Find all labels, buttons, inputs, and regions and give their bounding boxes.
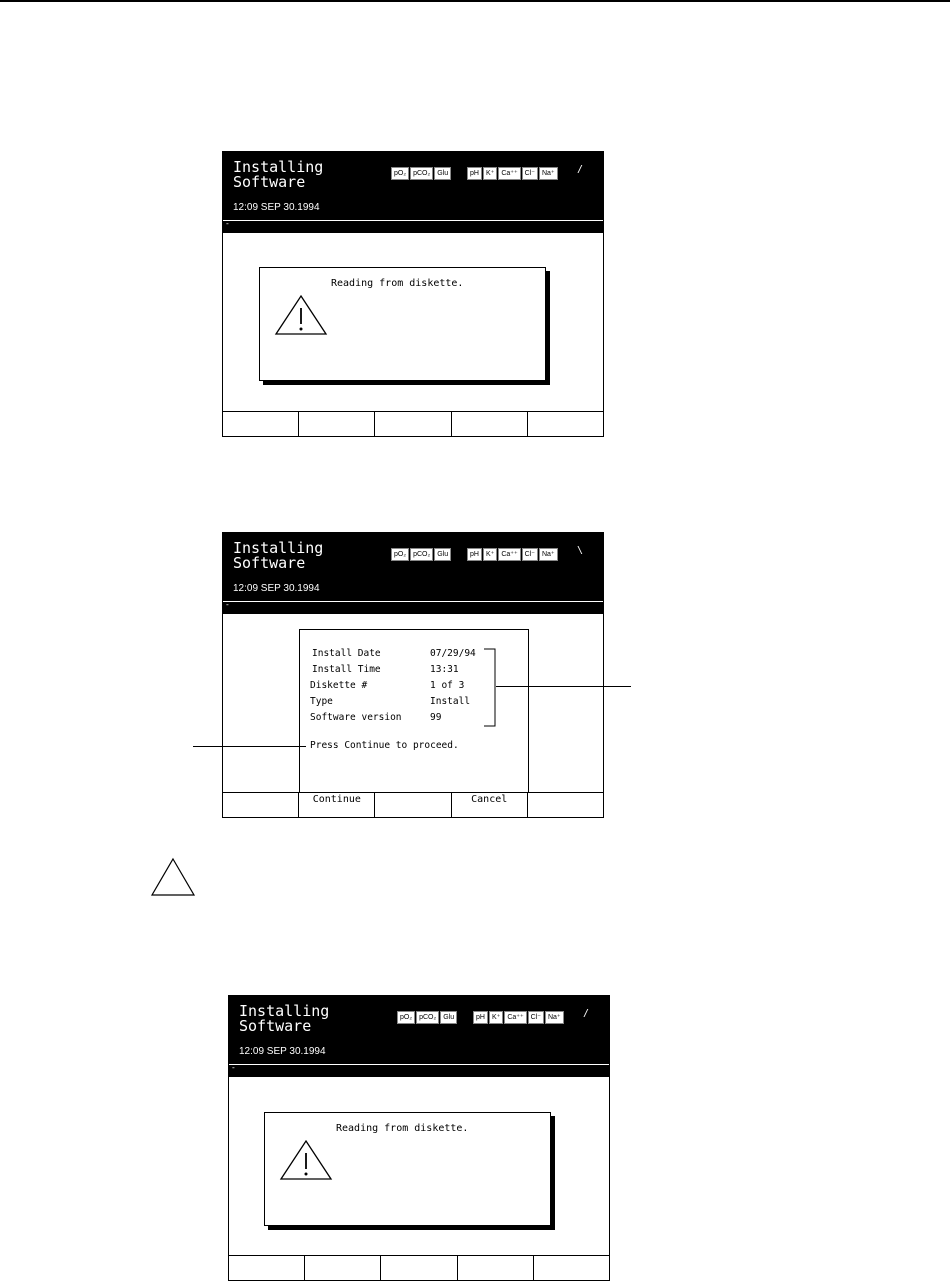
busy-spinner: \ (576, 545, 583, 556)
analyte-po2: pO₂ (391, 167, 409, 180)
softkey-bar (223, 411, 603, 436)
subbar-marker: - (225, 600, 230, 609)
info-label: Install Date (312, 648, 381, 659)
dialog-message: Reading from diskette. (331, 278, 464, 289)
info-label: Software version (310, 712, 402, 723)
screen-header (223, 152, 603, 220)
status-subbar (223, 601, 603, 614)
screen-install-info (222, 532, 604, 818)
clock-datetime: 12:09 SEP 30.1994 (239, 1046, 326, 1057)
softkey-5[interactable] (534, 1256, 609, 1280)
analyte-glu: Glu (434, 167, 451, 180)
status-subbar (229, 1064, 609, 1077)
info-label: Diskette # (310, 680, 368, 691)
analyte-k: K⁺ (483, 548, 497, 561)
analyte-ca: Ca⁺⁺ (504, 1011, 526, 1024)
analyte-po2: pO₂ (391, 548, 409, 561)
dialog-message: Reading from diskette. (336, 1123, 469, 1134)
analyte-group-electrolyte (467, 167, 558, 180)
page-top-rule (0, 0, 950, 2)
warning-triangle-icon (274, 294, 328, 336)
subbar-marker: - (231, 1063, 236, 1072)
reading-dialog (264, 1112, 551, 1226)
continue-button[interactable]: Continue (299, 793, 375, 817)
cancel-button[interactable]: Cancel (452, 793, 528, 817)
analyte-ca: Ca⁺⁺ (498, 548, 520, 561)
analyte-cl: Cl⁻ (522, 548, 538, 561)
proceed-instruction: Press Continue to proceed. (310, 740, 459, 751)
analyte-ph: pH (467, 548, 482, 561)
analyte-na: Na⁺ (539, 167, 558, 180)
warning-triangle-icon (279, 1139, 333, 1181)
analyte-group-electrolyte (467, 548, 558, 561)
softkey-2[interactable] (305, 1256, 381, 1280)
busy-spinner: / (582, 1008, 589, 1019)
softkey-1[interactable] (229, 1256, 305, 1280)
info-value: 07/29/94 (430, 648, 476, 659)
analyte-po2: pO₂ (397, 1011, 415, 1024)
analyte-na: Na⁺ (545, 1011, 564, 1024)
analyte-glu: Glu (440, 1011, 457, 1024)
screen-reading-diskette-2 (228, 995, 610, 1281)
clock-datetime: 12:09 SEP 30.1994 (233, 583, 320, 594)
busy-spinner: / (576, 164, 583, 175)
softkey-4[interactable] (452, 412, 528, 436)
analyte-pco2: pCO₂ (410, 548, 433, 561)
analyte-ph: pH (473, 1011, 488, 1024)
caution-triangle-icon (150, 857, 196, 897)
callout-line-proceed (193, 746, 306, 747)
analyte-group-gas (397, 1011, 457, 1024)
screen-title: Installing Software (239, 1002, 330, 1035)
analyte-group-electrolyte (473, 1011, 564, 1024)
reading-dialog (259, 267, 546, 381)
analyte-k: K⁺ (489, 1011, 503, 1024)
info-label: Install Time (312, 664, 381, 675)
analyte-na: Na⁺ (539, 548, 558, 561)
softkey-3[interactable] (375, 793, 451, 817)
analyte-group-gas (391, 548, 451, 561)
softkey-bar (223, 792, 603, 817)
softkey-2[interactable] (299, 412, 375, 436)
softkey-5[interactable] (528, 412, 603, 436)
info-bracket (484, 648, 498, 728)
analyte-cl: Cl⁻ (528, 1011, 544, 1024)
info-value: 1 of 3 (430, 680, 465, 691)
softkey-1[interactable] (223, 412, 299, 436)
install-info-panel (299, 629, 529, 795)
analyte-ph: pH (467, 167, 482, 180)
softkey-1[interactable] (223, 793, 299, 817)
clock-datetime: 12:09 SEP 30.1994 (233, 202, 320, 213)
screen-reading-diskette-1 (222, 151, 604, 437)
info-value: 13:31 (430, 664, 459, 675)
analyte-ca: Ca⁺⁺ (498, 167, 520, 180)
screen-title: Installing Software (233, 539, 324, 572)
softkey-4[interactable] (458, 1256, 534, 1280)
analyte-k: K⁺ (483, 167, 497, 180)
analyte-cl: Cl⁻ (522, 167, 538, 180)
softkey-3[interactable] (375, 412, 451, 436)
analyte-group-gas (391, 167, 451, 180)
screen-header (223, 533, 603, 601)
softkey-5[interactable] (528, 793, 603, 817)
subbar-marker: - (225, 219, 230, 228)
softkey-bar (229, 1255, 609, 1280)
info-label: Type (310, 696, 333, 707)
analyte-pco2: pCO₂ (416, 1011, 439, 1024)
screen-header (229, 996, 609, 1064)
screen-title: Installing Software (233, 158, 324, 191)
info-value: Install (430, 696, 471, 707)
status-subbar (223, 220, 603, 233)
analyte-glu: Glu (434, 548, 451, 561)
info-value: 99 (430, 712, 442, 723)
softkey-3[interactable] (381, 1256, 457, 1280)
analyte-pco2: pCO₂ (410, 167, 433, 180)
callout-line-info (496, 686, 631, 687)
